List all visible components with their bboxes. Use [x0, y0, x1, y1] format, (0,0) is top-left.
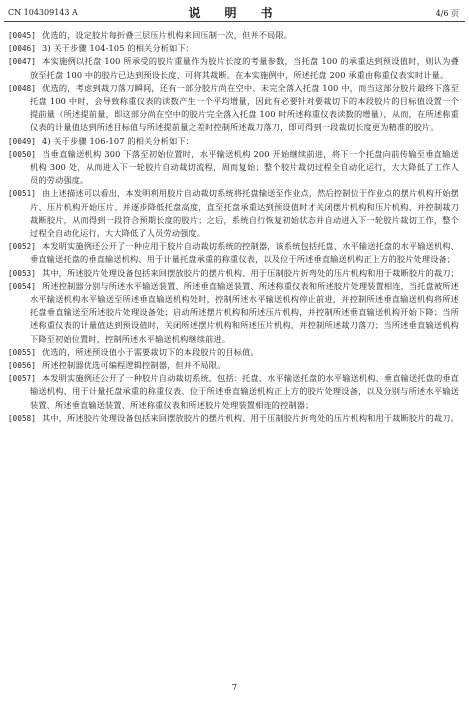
paragraph-0053: [8, 267, 459, 280]
paragraph-0049: [8, 135, 459, 148]
paragraph-text: 其中，所述胶片处理设备包括来回摆放胶片的摆片机构、用于压制胶片折弯处的压片机构和用于裁断胶片的裁刀。: [42, 412, 459, 423]
paragraph-text: 优选的，所述预设值小于需要裁切下的本段胶片的目标值。: [42, 346, 259, 357]
paragraph-0048: [8, 82, 459, 135]
paragraph-number: [0046]: [8, 44, 36, 54]
document-body: [8, 29, 459, 425]
paragraph-0054: [8, 280, 459, 346]
paragraph-0058: [8, 412, 459, 425]
paragraph-number: [0052]: [8, 242, 36, 252]
paragraph-0057: [8, 372, 459, 412]
paragraph-0056: [8, 359, 459, 372]
paragraph-number: [0057]: [8, 374, 36, 384]
patent-number: CN 104309143 A: [8, 8, 78, 17]
paragraph-text: 本发明实施例还公开了一种胶片自动裁切系统，包括：托盘、水平输送托盘的水平输送机构、垂直输送托盘的垂直输送机构、用于计量托盘承重的称重仪表、位于所述垂直输送机构正上方的胶片处理设备，以及分别与所述水平输送装置、所述垂直输送装置、所述称重仪表和所述胶片处理装置相连的控制器；: [30, 373, 459, 410]
paragraph-0046: [8, 42, 459, 55]
paragraph-number: [0047]: [8, 57, 36, 67]
paragraph-number: [0056]: [8, 361, 36, 371]
paragraph-number: [0049]: [8, 136, 36, 146]
document-title: 说 明 书: [188, 6, 279, 20]
page-indicator: 4/6 页: [435, 9, 459, 18]
paragraph-0051: [8, 187, 459, 240]
page-number: 7: [231, 683, 238, 693]
paragraph-0047: [8, 55, 459, 81]
page-header: [8, 4, 459, 20]
paragraph-text: 所述控制器分别与所述水平输送装置、所述垂直输送装置、所述称重仪表和所述胶片处理装置相连，当托盘被所述水平输送机构水平输送至所述垂直输送机构处时，控制所述水平输送机构停止前进，并控制所述垂直输送机构将所述托盘垂直输送至所述胶片处理设备处；启动所述摆片机构和所述压片机构，并控制所述垂直输送机构开始下降；当所述称重仪表的计量值达到预设值时，关闭所述摆片机构和所述压片机构，并控制所述裁刀落刀；当所述垂直输送机构下降至初始位置时，控制所述水平输送机构继续前进。: [30, 280, 459, 344]
paragraph-number: [0055]: [8, 347, 36, 357]
paragraph-0055: [8, 346, 459, 359]
header-divider: [4, 21, 465, 22]
paragraph-number: [0053]: [8, 268, 36, 278]
paragraph-text: 本发明实施例还公开了一种应用于胶片自动裁切系统的控制器，该系统包括托盘、水平输送托盘的水平输送机构、垂直输送托盘的垂直输送机构、用于计量托盘承重的称重仪表，以及位于所述垂直输送机构正上方的胶片处理设备；: [30, 241, 459, 265]
paragraph-text: 由上述描述可以看出，本发明利用胶片自动裁切系统将托盘输送至作业点，然后控制位于作业点的摆片机构开始摆片、压片机构开始压片、并逐步降低托盘高度，直至托盘承重达到预设值时才关闭摆片机构和压片机构、并控制裁刀裁断胶片，从而得到一段符合预期长度的胶片；之后，系统自行恢复初始状态并自动进入下一轮胶片裁切工作，整个过程全自动化运行，大大降低了人员劳动强度。: [30, 188, 459, 239]
paragraph-text: 本实施例以托盘 100 所承受的胶片重量作为胶片长度的考量参数，当托盘 100 的承重达到预设值时，则认为叠放至托盘 100 中的胶片已达到预设长度、可将其裁断。在本实施例中，所述托盘 200 承重由称重仪表实时计量。: [30, 56, 459, 80]
paragraph-number: [0045]: [8, 31, 36, 40]
paragraph-0052: [8, 240, 459, 266]
paragraph-number: [0051]: [8, 189, 36, 199]
paragraph-number: [0058]: [8, 413, 36, 423]
paragraph-0045: [8, 29, 459, 42]
paragraph-text: 所述控制器优选可编程逻辑控制器，但并不局限。: [42, 360, 226, 371]
paragraph-number: [0054]: [8, 281, 36, 291]
paragraph-number: [0048]: [8, 83, 36, 93]
paragraph-text: 优选的，设定胶片每折叠三层压片机构来回压制一次，但并不局限。: [42, 30, 293, 40]
paragraph-0050: [8, 148, 459, 188]
paragraph-text: 4) 关于步骤 106-107 的相关分析如下：: [42, 135, 195, 146]
paragraph-text: 当垂直输送机构 300 下落至初始位置时，水平输送机构 200 开始继续前进，将下一个托盘向前传输至垂直输送机构 300 处，从而进入下一轮胶片自动裁切流程，周而复始；整个胶片裁切过程全自动化运行，大大降低了工作人员的劳动强度。: [30, 148, 459, 186]
paragraph-number: [0050]: [8, 149, 36, 159]
paragraph-text: 3) 关于步骤 104-105 的相关分析如下：: [42, 43, 195, 54]
paragraph-text: 优选的，考虑到裁刀落刀瞬间，还有一部分胶片尚在空中、未完全落入托盘 100 中，而当这部分胶片最终下落至托盘 100 中时，会导致称重仪表的读数产生一个平均增量，因此有必要针对要裁切下的本段胶片的目标值设置一个提前量（所述提前量，即这部分尚在空中的胶片完全落入托盘 100 时所述称重仪表读数的增量），从而，在所述称重仪表的计量值达到所述目标值与所述提前量之差时控制所述裁刀落刀，即可得到一段裁切长度更为精准的胶片。: [30, 82, 459, 133]
paragraph-text: 其中，所述胶片处理设备包括来回摆放胶片的摆片机构、用于压制胶片折弯处的压片机构和用于裁断胶片的裁刀；: [42, 267, 459, 278]
